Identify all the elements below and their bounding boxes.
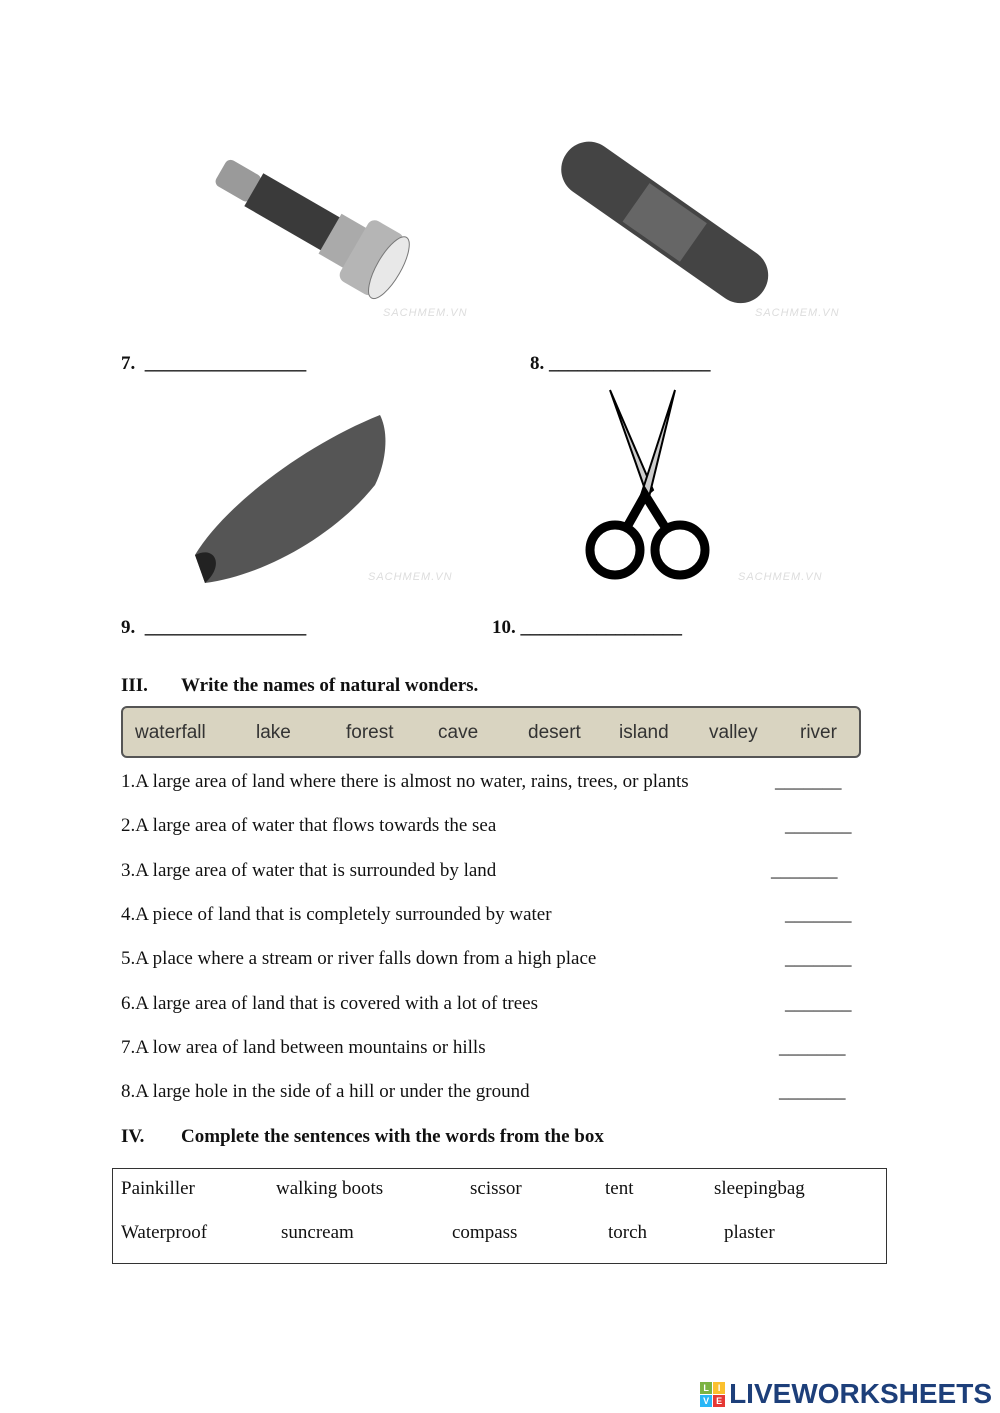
question-text: 3.A large area of water that is surrounded by land (121, 860, 497, 881)
word: river (800, 722, 837, 743)
answer-blank[interactable]: _________________ (549, 353, 711, 374)
logo-text: LIVEWORKSHEETS (729, 1378, 992, 1409)
word: torch (608, 1222, 648, 1243)
picture-item-10: 10. _________________ (492, 617, 682, 638)
word: tent (605, 1178, 634, 1199)
question-text: 2.A large area of water that flows towards the sea (121, 815, 497, 836)
picture-item-9: 9. _________________ (121, 617, 307, 638)
word: waterfall (135, 722, 206, 743)
answer-blank[interactable]: _______ (785, 993, 852, 1014)
picture-item-7: 7. _________________ (121, 353, 307, 374)
section-4-numeral: IV. (121, 1126, 145, 1147)
answer-blank[interactable]: _________________ (144, 353, 307, 374)
section-3-title: Write the names of natural wonders. (181, 675, 479, 696)
watermark: SACHMEM.VN (383, 307, 468, 319)
question-text: 6.A large area of land that is covered with a lot of trees (121, 993, 538, 1014)
word: valley (709, 722, 758, 743)
word: forest (346, 722, 394, 743)
question-text: 8.A large hole in the side of a hill or under the ground (121, 1081, 530, 1102)
watermark: SACHMEM.VN (738, 571, 823, 583)
answer-blank[interactable]: _______ (779, 1037, 846, 1058)
question-text: 7.A low area of land between mountains or hills (121, 1037, 486, 1058)
answer-blank[interactable]: _______ (775, 771, 842, 792)
word: lake (256, 722, 291, 743)
word: cave (438, 722, 479, 743)
question-text: 1.A large area of land where there is almost no water, rains, trees, or plants (121, 771, 689, 792)
word: suncream (281, 1222, 354, 1243)
word: compass (452, 1222, 518, 1243)
word: Painkiller (121, 1178, 195, 1199)
word: island (619, 722, 669, 743)
live-badge-icon: L I V E (700, 1382, 725, 1407)
word: desert (528, 722, 581, 743)
answer-blank[interactable]: _________________ (520, 617, 682, 638)
liveworksheets-logo (700, 1378, 992, 1410)
section-3-numeral: III. (121, 675, 148, 696)
question-text: 4.A piece of land that is completely surrounded by water (121, 904, 552, 925)
answer-blank[interactable]: _______ (785, 815, 852, 836)
watermark: SACHMEM.VN (755, 307, 840, 319)
flashlight-image (195, 135, 425, 325)
word: scissor (470, 1178, 522, 1199)
sleeping-bag-image (185, 405, 395, 585)
word: walking boots (276, 1178, 384, 1199)
answer-blank[interactable]: _________________ (144, 617, 307, 638)
answer-blank[interactable]: _______ (785, 904, 852, 925)
answer-blank[interactable]: _______ (771, 860, 838, 881)
picture-item-8: 8. _________________ (530, 353, 711, 374)
word: plaster (724, 1222, 775, 1243)
section-4-title: Complete the sentences with the words from the box (181, 1126, 604, 1147)
plaster-image (550, 125, 780, 320)
scissors-image (585, 385, 710, 585)
word: Waterproof (121, 1222, 208, 1243)
answer-blank[interactable]: _______ (785, 948, 852, 969)
question-text: 5.A place where a stream or river falls down from a high place (121, 948, 597, 969)
answer-blank[interactable]: _______ (779, 1081, 846, 1102)
watermark: SACHMEM.VN (368, 571, 453, 583)
word: sleepingbag (714, 1178, 805, 1199)
